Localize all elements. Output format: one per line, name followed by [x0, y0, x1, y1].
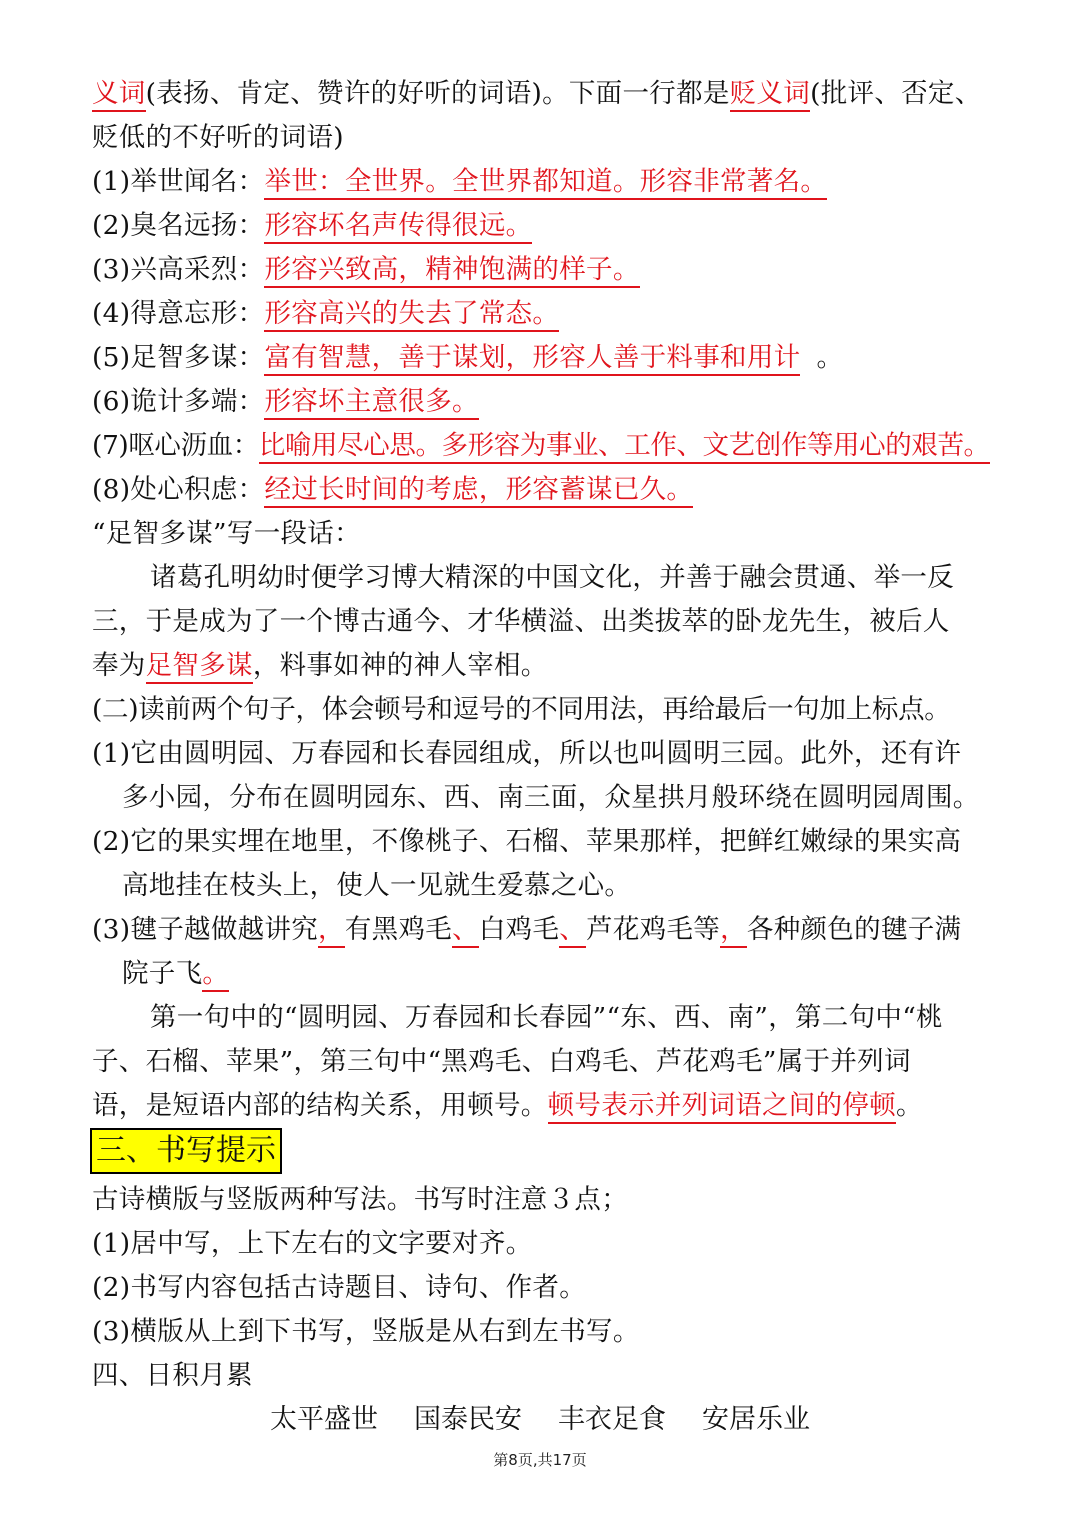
idiom-item	[92, 424, 994, 468]
section-3-item: (3)横版从上到下书写，竖版是从右到左书写。	[92, 1316, 640, 1347]
idiom-label: (2)臭名远扬：	[92, 210, 265, 241]
idiom-word: 国泰民安	[414, 1404, 522, 1435]
idiom-answer: 经过长时间的考虑，形容蓄谋已久。	[264, 474, 693, 508]
explanation-line-3: 语，是短语内部的结构关系，用顿号。顿号表示并列词语之间的停顿。	[92, 1084, 994, 1128]
explanation-line-2: 子、石榴、苹果”，第三句中“黑鸡毛、白鸡毛、芦花鸡毛”属于并列词	[92, 1046, 911, 1077]
idiom-item	[92, 468, 994, 512]
idiom-answer: 举世：全世界。全世界都知道。形容非常著名。	[264, 166, 827, 200]
punct-answer: ，	[318, 914, 345, 948]
sentence-3-line-2: 院子飞。	[122, 952, 994, 996]
idiom-label: (7)呕心沥血：	[92, 430, 259, 461]
paragraph-line: 奉为足智多谋，料事如神的神人宰相。	[92, 644, 994, 688]
idiom-label: (1)举世闻名：	[92, 166, 265, 197]
idiom-answer: 比喻用尽心思。多形容为事业、工作、文艺创作等用心的艰苦。	[259, 430, 990, 464]
sentence-1-line-2: 多小园，分布在圆明园东、西、南三面，众星拱月般环绕在圆明园周围。	[122, 782, 980, 813]
idiom-item	[92, 160, 994, 204]
idiom-answer: 形容坏主意很多。	[264, 386, 478, 420]
sentence-2-line-2: 高地挂在枝头上，使人一见就生爱慕之心。	[122, 870, 632, 901]
section-3-intro: 古诗横版与竖版两种写法。书写时注意３点；	[92, 1184, 628, 1215]
punct-answer: ，	[720, 914, 747, 948]
idiom-label: (8)处心积虑：	[92, 474, 265, 505]
highlighted-idiom: 足智多谋	[146, 650, 253, 684]
idiom-word: 太平盛世	[270, 1404, 378, 1435]
section-3-item: (2)书写内容包括古诗题目、诗句、作者。	[92, 1272, 587, 1303]
page-footer: 第8页,共17页	[493, 1451, 587, 1469]
idiom-item	[92, 248, 994, 292]
idiom-label: (5)足智多谋：	[92, 342, 265, 373]
punct-answer: 、	[559, 914, 586, 948]
intro-line-1: 义词(表扬、肯定、赞许的好听的词语)。下面一行都是贬义词(批评、否定、	[92, 72, 994, 116]
idiom-label: (3)兴高采烈：	[92, 254, 265, 285]
idiom-label: (6)诡计多端：	[92, 386, 265, 417]
paragraph-task-title: “足智多谋”写一段话：	[92, 518, 361, 549]
idiom-answer: 形容坏名声传得很远。	[264, 210, 532, 244]
sentence-3-line-1: (3)毽子越做越讲究，有黑鸡毛、白鸡毛、芦花鸡毛等，各种颜色的毽子满	[92, 908, 994, 952]
section-3-item: (1)居中写，上下左右的文字要对齐。	[92, 1228, 533, 1259]
section-3-heading: 三、书写提示	[90, 1128, 282, 1174]
sentence-1-line-1: (1)它由圆明园、万春园和长春园组成，所以也叫圆明三园。此外，还有许	[92, 738, 962, 769]
idiom-tail: 。	[816, 342, 844, 373]
punct-answer: 。	[202, 958, 229, 992]
idiom-label: (4)得意忘形：	[92, 298, 265, 329]
idiom-word: 丰衣足食	[558, 1404, 666, 1435]
negative-term: 贬义词	[730, 78, 810, 112]
paragraph-line: 三，于是成为了一个博古通今、才华横溢、出类拔萃的卧龙先生，被后人	[92, 606, 950, 637]
idiom-item	[92, 292, 994, 336]
section-4-heading: 四、日积月累	[92, 1360, 253, 1391]
idiom-answer: 富有智慧，善于谋划，形容人善于料事和用计	[264, 342, 800, 376]
idiom-row	[0, 1398, 1080, 1442]
idiom-answer: 形容兴致高，精神饱满的样子。	[264, 254, 639, 288]
positive-term: 义词	[92, 78, 146, 112]
sentence-2-line-1: (2)它的果实埋在地里，不像桃子、石榴、苹果那样，把鲜红嫩绿的果实高	[92, 826, 962, 857]
paragraph-line: 诸葛孔明幼时便学习博大精深的中国文化，并善于融会贯通、举一反	[150, 562, 954, 593]
idiom-word: 安居乐业	[702, 1404, 810, 1435]
idiom-answer: 形容高兴的失去了常态。	[264, 298, 559, 332]
idiom-item	[92, 336, 994, 380]
idiom-item	[92, 380, 994, 424]
intro-line-2: 贬低的不好听的词语)	[92, 122, 344, 153]
explanation-line-1: 第一句中的“圆明园、万春园和长春园”“东、西、南”，第二句中“桃	[150, 1002, 943, 1033]
idiom-item	[92, 204, 994, 248]
highlighted-answer: 顿号表示并列词语之间的停顿	[548, 1090, 896, 1124]
punct-task-title: (二)读前两个句子，体会顿号和逗号的不同用法，再给最后一句加上标点。	[92, 694, 951, 725]
punct-answer: 、	[452, 914, 479, 948]
